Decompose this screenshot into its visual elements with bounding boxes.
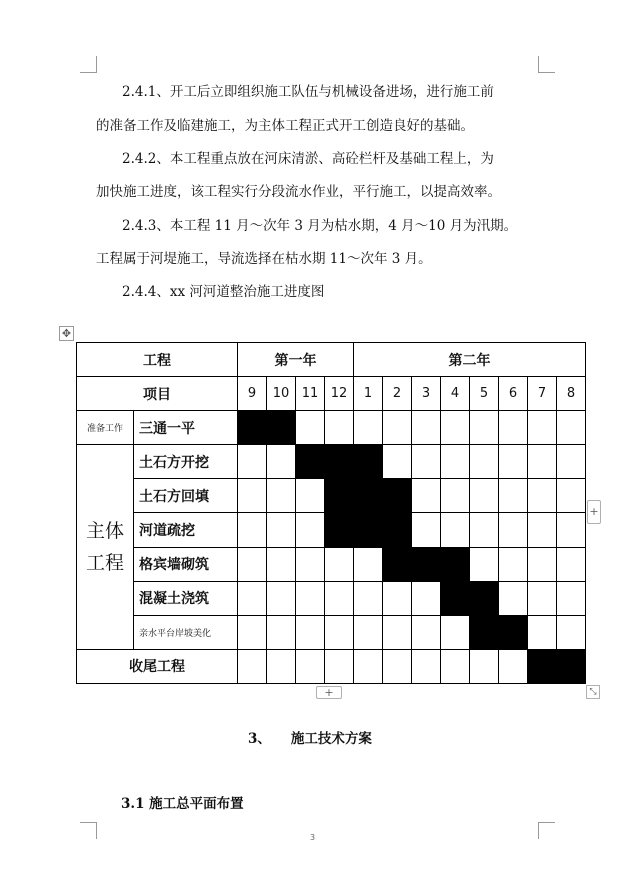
schedule-empty-cell — [528, 615, 557, 649]
schedule-empty-cell — [557, 479, 586, 513]
task-row — [77, 411, 586, 445]
month-cell: 10 — [267, 377, 296, 411]
schedule-bar-cell — [267, 411, 296, 445]
schedule-empty-cell — [238, 479, 267, 513]
month-cell: 1 — [354, 377, 383, 411]
schedule-empty-cell — [354, 411, 383, 445]
schedule-empty-cell — [412, 479, 441, 513]
schedule-empty-cell — [296, 479, 325, 513]
schedule-empty-cell — [354, 615, 383, 649]
schedule-empty-cell — [296, 513, 325, 547]
schedule-empty-cell — [528, 547, 557, 581]
schedule-empty-cell — [557, 411, 586, 445]
task-row — [77, 581, 586, 615]
task-name: 三通一平 — [134, 411, 238, 445]
schedule-bar-cell — [325, 513, 354, 547]
task-name: 土石方开挖 — [134, 445, 238, 479]
schedule-bar-cell — [557, 649, 586, 683]
crop-mark-top-right — [538, 56, 555, 73]
schedule-empty-cell — [267, 649, 296, 683]
schedule-empty-cell — [412, 615, 441, 649]
crop-mark-bottom-right — [538, 822, 555, 839]
add-column-button[interactable]: + — [587, 500, 601, 524]
schedule-empty-cell — [238, 615, 267, 649]
schedule-empty-cell — [557, 581, 586, 615]
header-year1: 第一年 — [238, 343, 354, 377]
month-cell: 8 — [557, 377, 586, 411]
table-resize-handle-icon[interactable]: ⤡ — [586, 685, 600, 699]
schedule-bar-cell — [470, 615, 499, 649]
schedule-empty-cell — [238, 513, 267, 547]
schedule-empty-cell — [412, 445, 441, 479]
schedule-bar-cell — [441, 581, 470, 615]
schedule-empty-cell — [383, 411, 412, 445]
task-row — [77, 547, 586, 581]
schedule-empty-cell — [267, 547, 296, 581]
schedule-empty-cell — [325, 411, 354, 445]
schedule-empty-cell — [238, 581, 267, 615]
schedule-empty-cell — [296, 411, 325, 445]
schedule-empty-cell — [412, 411, 441, 445]
schedule-empty-cell — [383, 581, 412, 615]
schedule-bar-cell — [296, 445, 325, 479]
schedule-empty-cell — [528, 479, 557, 513]
schedule-empty-cell — [441, 649, 470, 683]
schedule-empty-cell — [296, 547, 325, 581]
schedule-empty-cell — [470, 649, 499, 683]
month-cell: 6 — [499, 377, 528, 411]
schedule-empty-cell — [441, 513, 470, 547]
schedule-empty-cell — [238, 649, 267, 683]
schedule-empty-cell — [528, 445, 557, 479]
schedule-empty-cell — [325, 649, 354, 683]
paragraph-2-4-2-line2: 加快施工进度，该工程实行分段流水作业，平行施工，以提高效率。 — [96, 184, 501, 200]
month-cell: 7 — [528, 377, 557, 411]
main-works-group — [77, 445, 134, 650]
task-row — [77, 513, 586, 547]
schedule-empty-cell — [499, 581, 528, 615]
schedule-empty-cell — [557, 513, 586, 547]
schedule-empty-cell — [528, 581, 557, 615]
schedule-empty-cell — [238, 547, 267, 581]
paragraph-2-4-4-caption: 2.4.4、xx 河河道整治施工进度图 — [122, 284, 325, 300]
subsection-title: 3.1 施工总平面布置 — [121, 796, 244, 812]
schedule-empty-cell — [499, 479, 528, 513]
schedule-empty-cell — [383, 649, 412, 683]
schedule-empty-cell — [528, 411, 557, 445]
month-cell: 3 — [412, 377, 441, 411]
section-number: 3、 — [248, 731, 271, 747]
schedule-empty-cell — [325, 581, 354, 615]
month-cell: 9 — [238, 377, 267, 411]
header-year2: 第二年 — [354, 343, 586, 377]
schedule-bar-cell — [354, 445, 383, 479]
schedule-empty-cell — [412, 513, 441, 547]
schedule-empty-cell — [238, 445, 267, 479]
month-cell: 12 — [325, 377, 354, 411]
month-cell: 4 — [441, 377, 470, 411]
main-group-line2: 工程 — [85, 552, 124, 575]
schedule-empty-cell — [267, 445, 296, 479]
schedule-empty-cell — [325, 615, 354, 649]
schedule-empty-cell — [296, 581, 325, 615]
schedule-empty-cell — [383, 615, 412, 649]
schedule-bar-cell — [383, 547, 412, 581]
schedule-empty-cell — [267, 581, 296, 615]
schedule-empty-cell — [557, 547, 586, 581]
task-row — [77, 615, 586, 649]
header-bottom-left: 项目 — [77, 377, 238, 411]
schedule-bar-cell — [528, 649, 557, 683]
month-cell: 2 — [383, 377, 412, 411]
table-move-handle-icon[interactable]: ✥ — [59, 326, 74, 341]
paragraph-2-4-3-line2: 工程属于河堤施工，导流选择在枯水期 11～次年 3 月。 — [96, 251, 432, 267]
section-title-text: 施工技术方案 — [290, 731, 372, 747]
schedule-bar-cell — [441, 547, 470, 581]
schedule-empty-cell — [267, 615, 296, 649]
schedule-empty-cell — [499, 513, 528, 547]
schedule-empty-cell — [441, 411, 470, 445]
schedule-bar-cell — [499, 615, 528, 649]
add-row-button[interactable]: + — [316, 686, 342, 699]
schedule-empty-cell — [499, 547, 528, 581]
schedule-empty-cell — [470, 445, 499, 479]
schedule-bar-cell — [325, 479, 354, 513]
month-header-row — [77, 377, 586, 411]
schedule-empty-cell — [441, 615, 470, 649]
schedule-empty-cell — [267, 479, 296, 513]
task-name: 河道疏挖 — [134, 513, 238, 547]
schedule-empty-cell — [354, 547, 383, 581]
paragraph-2-4-3-line1: 2.4.3、本工程 11 月～次年 3 月为枯水期，4 月～10 月为汛期。 — [122, 218, 518, 234]
schedule-empty-cell — [412, 581, 441, 615]
schedule-empty-cell — [470, 513, 499, 547]
crop-mark-top-left — [80, 56, 97, 73]
schedule-empty-cell — [499, 649, 528, 683]
paragraph-2-4-2-line1: 2.4.2、本工程重点放在河床清淤、高砼栏杆及基础工程上，为 — [122, 151, 494, 167]
paragraph-2-4-1-line2: 的准备工作及临建施工，为主体工程正式开工创造良好的基础。 — [96, 118, 474, 134]
task-name: 土石方回填 — [134, 479, 238, 513]
task-name: 收尾工程 — [77, 649, 238, 683]
schedule-empty-cell — [557, 615, 586, 649]
task-name: 亲水平台岸坡美化 — [134, 615, 238, 649]
task-row — [77, 479, 586, 513]
task-row — [77, 649, 586, 683]
prep-label: 准备工作 — [77, 411, 134, 445]
schedule-empty-cell — [470, 547, 499, 581]
header-top-left: 工程 — [77, 343, 238, 377]
schedule-empty-cell — [470, 479, 499, 513]
schedule-empty-cell — [441, 445, 470, 479]
schedule-empty-cell — [412, 649, 441, 683]
crop-mark-bottom-left — [80, 822, 97, 839]
page-number: 3 — [310, 833, 316, 842]
schedule-empty-cell — [470, 411, 499, 445]
schedule-bar-cell — [238, 411, 267, 445]
section-title — [248, 727, 372, 747]
task-row — [77, 445, 586, 479]
schedule-bar-cell — [325, 445, 354, 479]
schedule-empty-cell — [383, 445, 412, 479]
schedule-bar-cell — [470, 581, 499, 615]
schedule-bar-cell — [412, 547, 441, 581]
schedule-empty-cell — [354, 649, 383, 683]
schedule-bar-cell — [354, 479, 383, 513]
month-cell: 5 — [470, 377, 499, 411]
task-name: 格宾墙砌筑 — [134, 547, 238, 581]
schedule-empty-cell — [296, 649, 325, 683]
schedule-empty-cell — [354, 581, 383, 615]
schedule-empty-cell — [499, 445, 528, 479]
schedule-empty-cell — [267, 513, 296, 547]
schedule-empty-cell — [296, 615, 325, 649]
paragraph-2-4-1-line1: 2.4.1、开工后立即组织施工队伍与机械设备进场，进行施工前 — [122, 84, 494, 100]
schedule-empty-cell — [557, 445, 586, 479]
main-group-line1: 主体 — [85, 520, 124, 543]
schedule-empty-cell — [441, 479, 470, 513]
schedule-bar-cell — [383, 513, 412, 547]
schedule-empty-cell — [499, 411, 528, 445]
schedule-bar-cell — [354, 513, 383, 547]
schedule-empty-cell — [528, 513, 557, 547]
month-cell: 11 — [296, 377, 325, 411]
task-name: 混凝土浇筑 — [134, 581, 238, 615]
schedule-table — [76, 342, 586, 684]
schedule-bar-cell — [383, 479, 412, 513]
schedule-empty-cell — [325, 547, 354, 581]
